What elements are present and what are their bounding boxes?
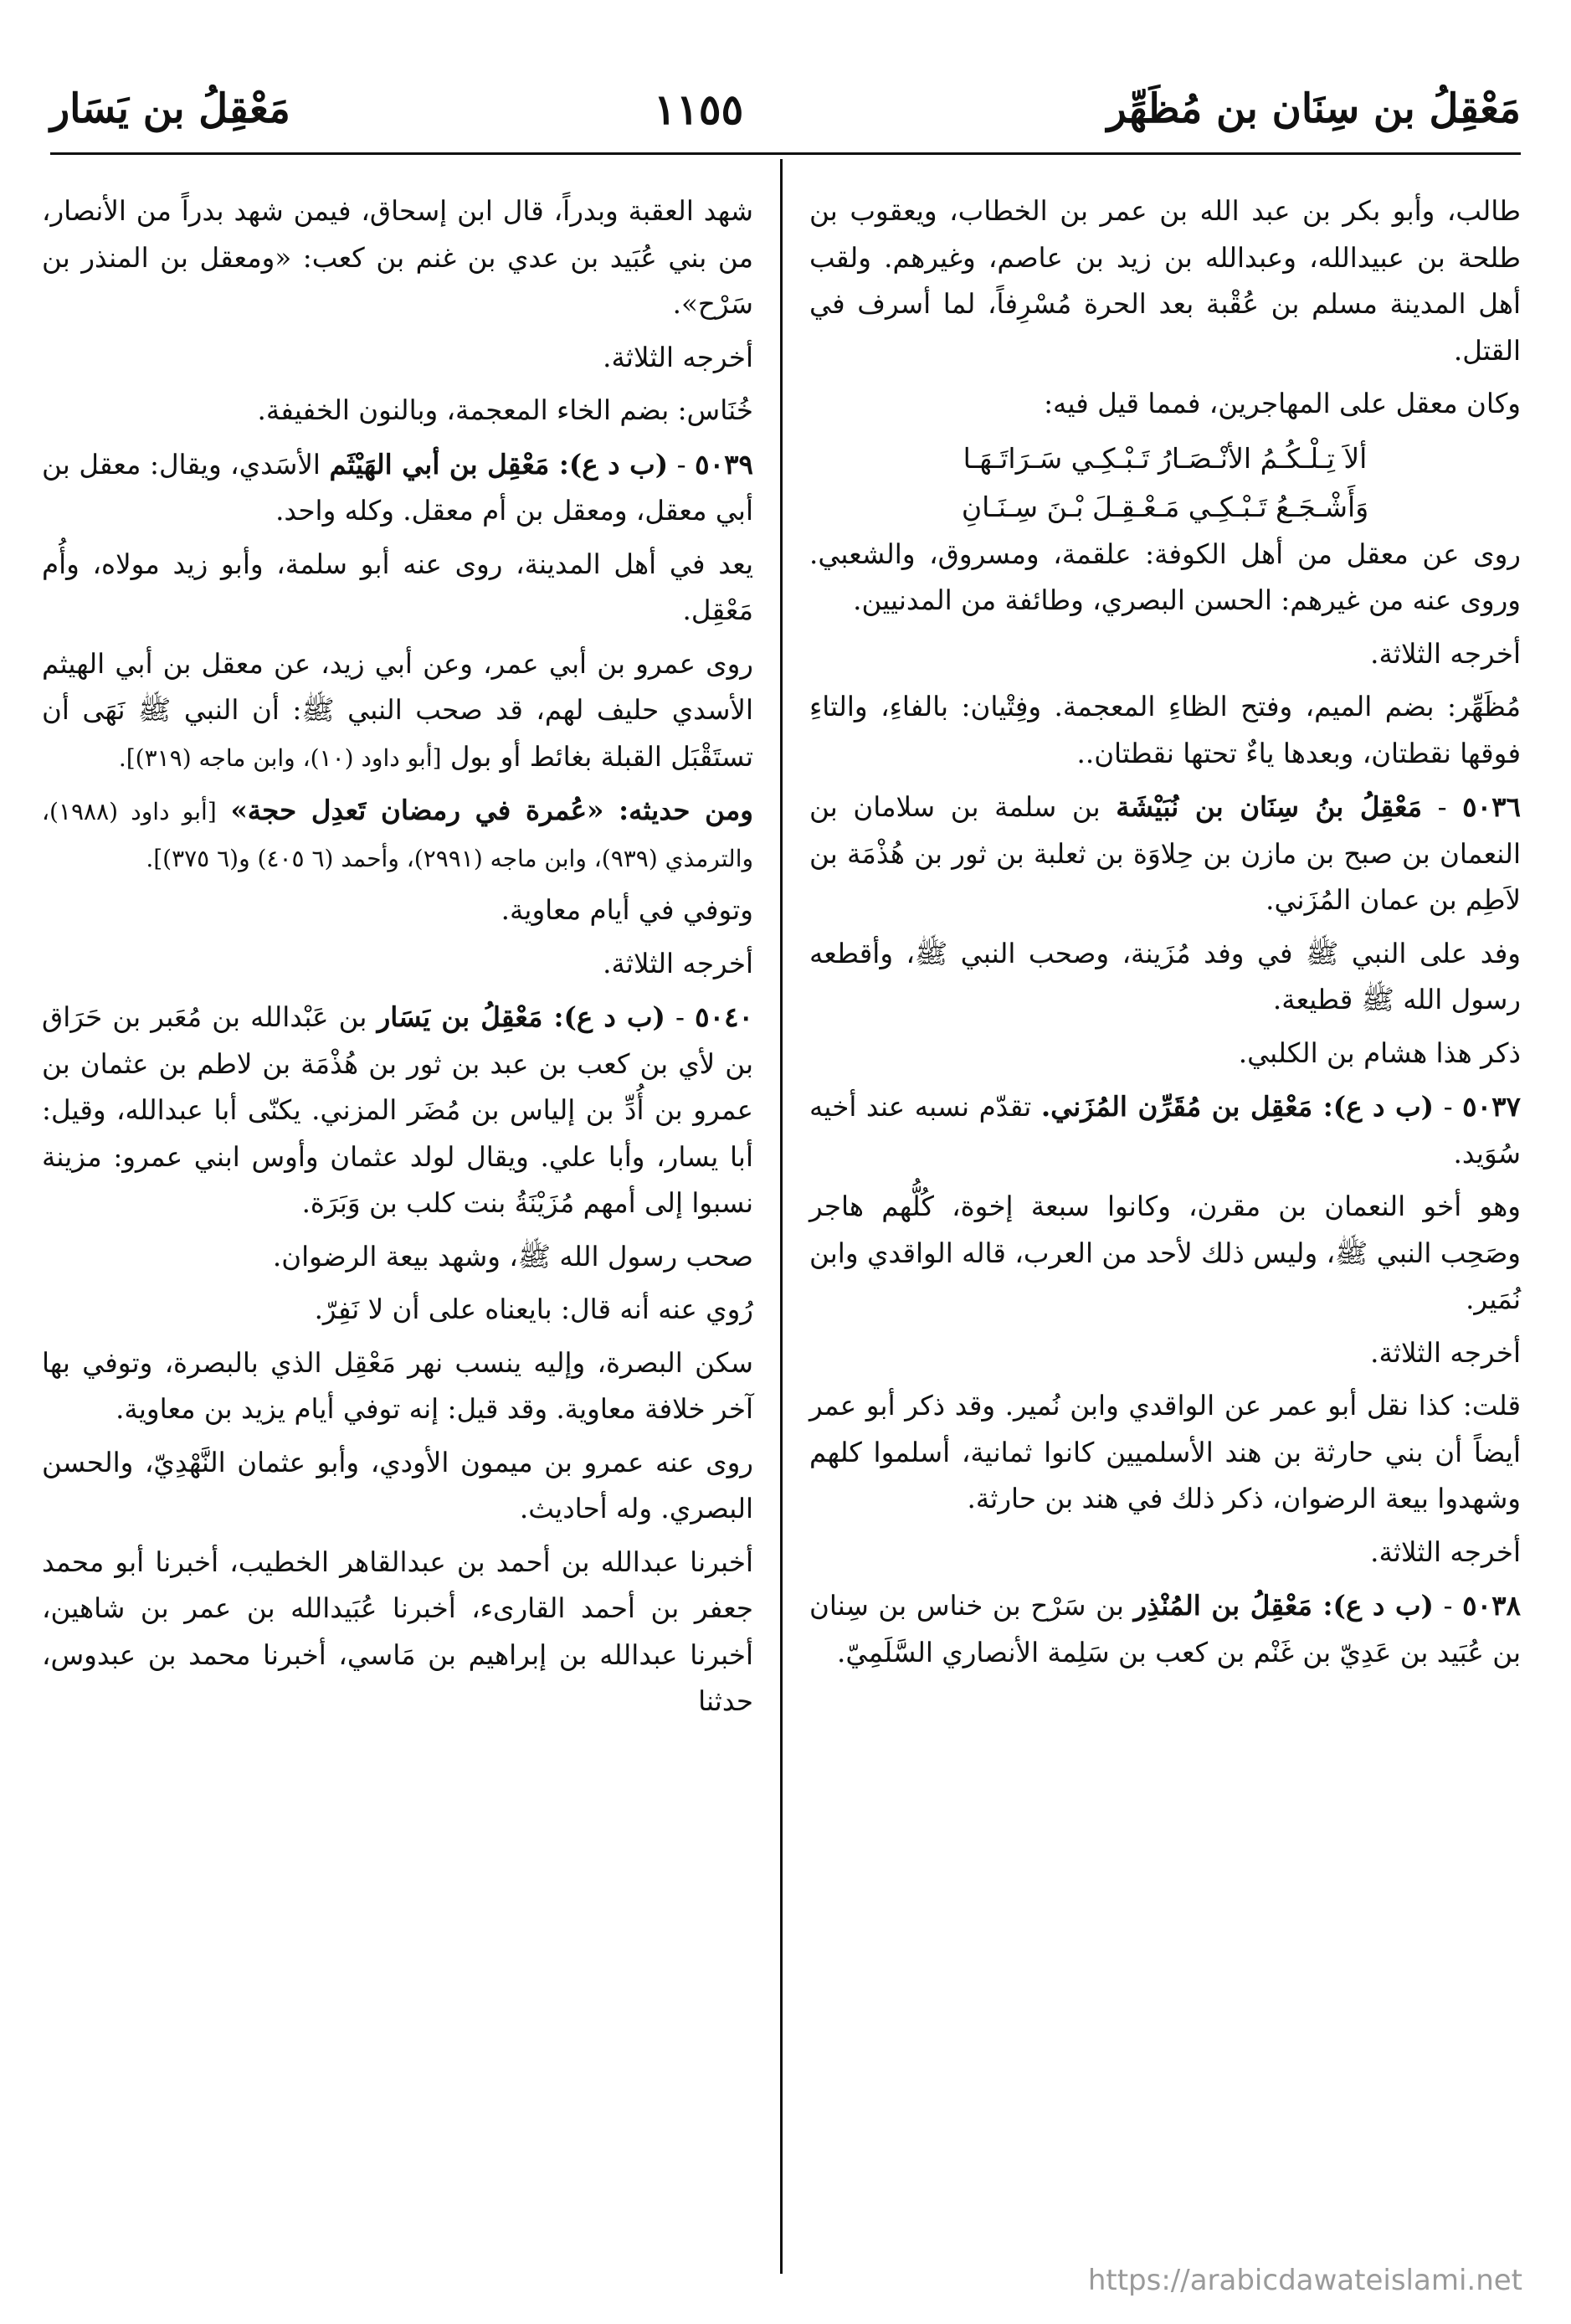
page-header	[50, 71, 1521, 147]
entry-heading: مَعْقِلُ بنُ سِنَان بن نُبَيْشَة	[1116, 790, 1423, 823]
running-title-right: مَعْقِلُ بن سِنَان بن مُظَهِّر	[1106, 85, 1521, 132]
verse-line: ألاَ تِـلْـكُـمُ الأنْـصَـارُ تَـبْـكِـي سَـرَاتَـهَـا	[963, 441, 1368, 475]
citation: [أبو داود (١٩٨٨)، والترمذي (٩٣٩)، وابن ماجه (٢٩٩١)، وأحمد (٦ ٤٠٥) و(٦ ٣٧٥)].	[42, 798, 753, 872]
header-divider	[50, 152, 1521, 155]
paragraph: روى عن معقل من أهل الكوفة: علقمة، ومسروق، والشعبي. وروى عنه من غيرهم: الحسن البصري، وطائفة من المدنيين.	[809, 537, 1521, 616]
entry-heading: (ب د ع): مَعْقِلُ بن المُنْذِر	[1133, 1589, 1434, 1622]
paragraph: سكن البصرة، وإليه ينسب نهر مَعْقِل الذي بالبصرة، وتوفي بها آخر خلافة معاوية. وقد قيل: إنه توفي أيام يزيد بن معاوية.	[42, 1346, 753, 1425]
entry-body: بن عَبْدالله بن مُعَبر بن حَرَاق بن لأي بن كعب بن عبد بن ثور بن هُذْمَة بن لاطم بن عثمان بن عمرو بن أُدِّ بن إلياس بن مُضَر المزني. يكنّى أبا عبدالله، وقيل: أبا يسار، وأبا علي. ويقال لولد عثمان وأوس ابني عمرو: مزينة نسبوا إلى أمهم مُزَيْنَةُ بنت كلب بن وَبَرَة.	[42, 1001, 753, 1219]
paragraph: أخرجه الثلاثة.	[1370, 1336, 1521, 1369]
entry-5039: ٥٠٣٩ - (ب د ع): مَعْقِل بن أبي الهَيْثَم الأسَدي، ويقال: معقل بن أبي معقل، ومعقل بن أم معقل. وكله واحد.	[42, 447, 753, 527]
verse-line: وَأَشْـجَـعُ تَـبْـكِـي مَـعْـقِـلَ بْـنَ سِـنَـانِ	[961, 490, 1369, 523]
paragraph: وكان معقل على المهاجرين، فمما قيل فيه:	[1044, 388, 1521, 419]
paragraph: وفد على النبي ﷺ في وفد مُزَينة، وصحب النبي ﷺ، وأقطعه رسول الله ﷺ قطيعة.	[809, 937, 1521, 1015]
paragraph: أخرجه الثلاثة.	[1370, 1535, 1521, 1568]
paragraph: أخرجه الثلاثة.	[603, 947, 753, 979]
entry-number: ٥٠٣٩	[695, 447, 753, 481]
entry-body: بن سلمة بن سلامان بن النعمان بن صبح بن مازن بن حِلاوَة بن ثعلبة بن ثور بن هُذْمَة بن لاَطِم بن عمان المُزَني.	[809, 791, 1521, 916]
paragraph: شهد العقبة وبدراً، قال ابن إسحاق، فيمن شهد بدراً من الأنصار، من بني عُبَيد بن عدي بن غنم بن كعب: «ومعقل بن المنذر بن سَرْح».	[42, 195, 753, 320]
right-column	[809, 188, 1521, 1683]
hadith-quote: ومن حديثه: «عُمرة في رمضان تَعدِل حجة»	[230, 794, 753, 826]
paragraph: روى عنه عمرو بن ميمون الأودي، وأبو عثمان النَّهْدِيّ، والحسن البصري. وله أحاديث.	[42, 1446, 753, 1524]
paragraph: ذكر هذا هشام بن الكلبي.	[1238, 1036, 1521, 1069]
paragraph: مُظَهِّر: بضم الميم، وفتح الظاءِ المعجمة. وفِتْيان: بالفاءِ، والتاءِ فوقها نقطتان، وبعدها ياءٌ تحتها نقطتان..	[809, 691, 1521, 769]
entry-5036: ٥٠٣٦ - مَعْقِلُ بنُ سِنَان بن نُبَيْشَة بن سلمة بن سلامان بن النعمان بن صبح بن مازن بن حِلاوَة بن ثعلبة بن ثور بن هُذْمَة بن لاَطِم بن عمان المُزَني.	[809, 790, 1521, 916]
entry-heading: (ب د ع): مَعْقِل بن مُقَرِّن المُزَني.	[1040, 1090, 1435, 1123]
paragraph-text: روى عمرو بن أبي عمر، وعن أبي زيد، عن معقل بن أبي الهيثم الأسدي حليف لهم، قد صحب النبي ﷺ: أن النبي ﷺ نَهَى أن تستَقْبَل القبلة بغائط أو بول	[42, 647, 753, 773]
entry-5037: ٥٠٣٧ - (ب د ع): مَعْقِل بن مُقَرِّن المُزَني. تقدّم نسبه عند أخيه سُوَيد.	[809, 1090, 1521, 1170]
entry-heading: (ب د ع): مَعْقِلُ بن يَسَار	[377, 1000, 665, 1033]
paragraph: أخرجه الثلاثة.	[1370, 637, 1521, 670]
entry-heading: (ب د ع): مَعْقِل بن أبي الهَيْثَم	[329, 447, 669, 481]
entry-number: ٥٠٤٠	[695, 1000, 753, 1033]
paragraph: خُنَاس: بضم الخاء المعجمة، وبالنون الخفيفة.	[257, 394, 753, 426]
page-number: ١١٥٥	[653, 84, 744, 134]
paragraph: وتوفي في أيام معاوية.	[501, 894, 753, 926]
entry-body: الأسَدي، ويقال: معقل بن أبي معقل، ومعقل بن أم معقل. وكله واحد.	[42, 448, 753, 527]
entry-body: بن سَرْح بن خناس بن سِنان بن عُبَيد بن عَدِيّ بن غَنْم بن كعب بن سَلِمة الأنصاري السَّلَمِيّ.	[809, 1590, 1521, 1668]
paragraph: أخرجه الثلاثة.	[603, 341, 753, 373]
paragraph: رُوي عنه أنه قال: بايعناه على أن لا نَفِرّ.	[314, 1293, 753, 1325]
entry-body: تقدّم نسبه عند أخيه سُوَيد.	[809, 1091, 1521, 1170]
citation: [أبو داود (١٠)، وابن ماجه (٣١٩)].	[118, 743, 442, 772]
watermark-url[interactable]: https://arabicdawateislami.net	[1087, 2264, 1522, 2297]
entry-number: ٥٠٣٨	[1462, 1589, 1521, 1622]
paragraph	[42, 641, 753, 781]
running-title-left: مَعْقِلُ بن يَسَار	[50, 85, 290, 132]
paragraph: طالب، وأبو بكر بن عبد الله بن عمر بن الخطاب، ويعقوب بن طلحة بن عبيدالله، وعبدالله بن زيد بن عاصم، وغيرهم. ولقب أهل المدينة مسلم بن عُقْبة بعد الحرة مُسْرِفاً، لما أسرف في القتل.	[809, 195, 1521, 367]
entry-number: ٥٠٣٧	[1462, 1090, 1521, 1123]
paragraph: صحب رسول الله ﷺ، وشهد بيعة الرضوان.	[272, 1240, 753, 1273]
paragraph: أخبرنا عبدالله بن أحمد بن عبدالقاهر الخطيب، أخبرنا أبو محمد جعفر بن أحمد القارىء، أخبرنا عُبَيدالله بن عمر بن شاهين، أخبرنا عبدالله بن إبراهيم بن مَاسي، أخبرنا محمد بن عبدوس، حدثنا	[42, 1545, 753, 1717]
entry-number: ٥٠٣٦	[1462, 790, 1521, 823]
paragraph: وهو أخو النعمان بن مقرن، وكانوا سبعة إخوة، كُلُّهم هاجر وصَحِب النبي ﷺ، وليس ذلك لأحد من العرب، قاله الواقدي وابن نُمَير.	[809, 1190, 1521, 1315]
paragraph: يعد في أهل المدينة، روى عنه أبو سلمة، وأبو زيد مولاه، وأُم مَعْقِل.	[42, 548, 753, 626]
left-column	[42, 188, 753, 1732]
paragraph: قلت: كذا نقل أبو عمر عن الواقدي وابن نُمير. وقد ذكر أبو عمر أيضاً أن بني حارثة بن هند الأسلميين كانوا ثمانية، أسلموا كلهم وشهدوا بيعة الرضوان، ذكر ذلك في هند بن حارثة.	[809, 1390, 1521, 1514]
paragraph	[42, 787, 753, 881]
column-divider	[780, 159, 783, 2274]
entry-5038: ٥٠٣٨ - (ب د ع): مَعْقِلُ بن المُنْذِر بن سَرْح بن خناس بن سِنان بن عُبَيد بن عَدِيّ بن غَنْم بن كعب بن سَلِمة الأنصاري السَّلَمِيّ.	[809, 1589, 1521, 1668]
entry-5040: ٥٠٤٠ - (ب د ع): مَعْقِلُ بن يَسَار بن عَبْدالله بن مُعَبر بن حَرَاق بن لأي بن كعب بن عبد بن ثور بن هُذْمَة بن لاطم بن عثمان بن عمرو بن أُدِّ بن إلياس بن مُضَر المزني. يكنّى أبا عبدالله، وقيل: أبا يسار، وأبا علي. ويقال لولد عثمان وأوس ابني عمرو: مزينة نسبوا إلى أمهم مُزَيْنَةُ بنت كلب بن وَبَرَة.	[42, 1000, 753, 1219]
